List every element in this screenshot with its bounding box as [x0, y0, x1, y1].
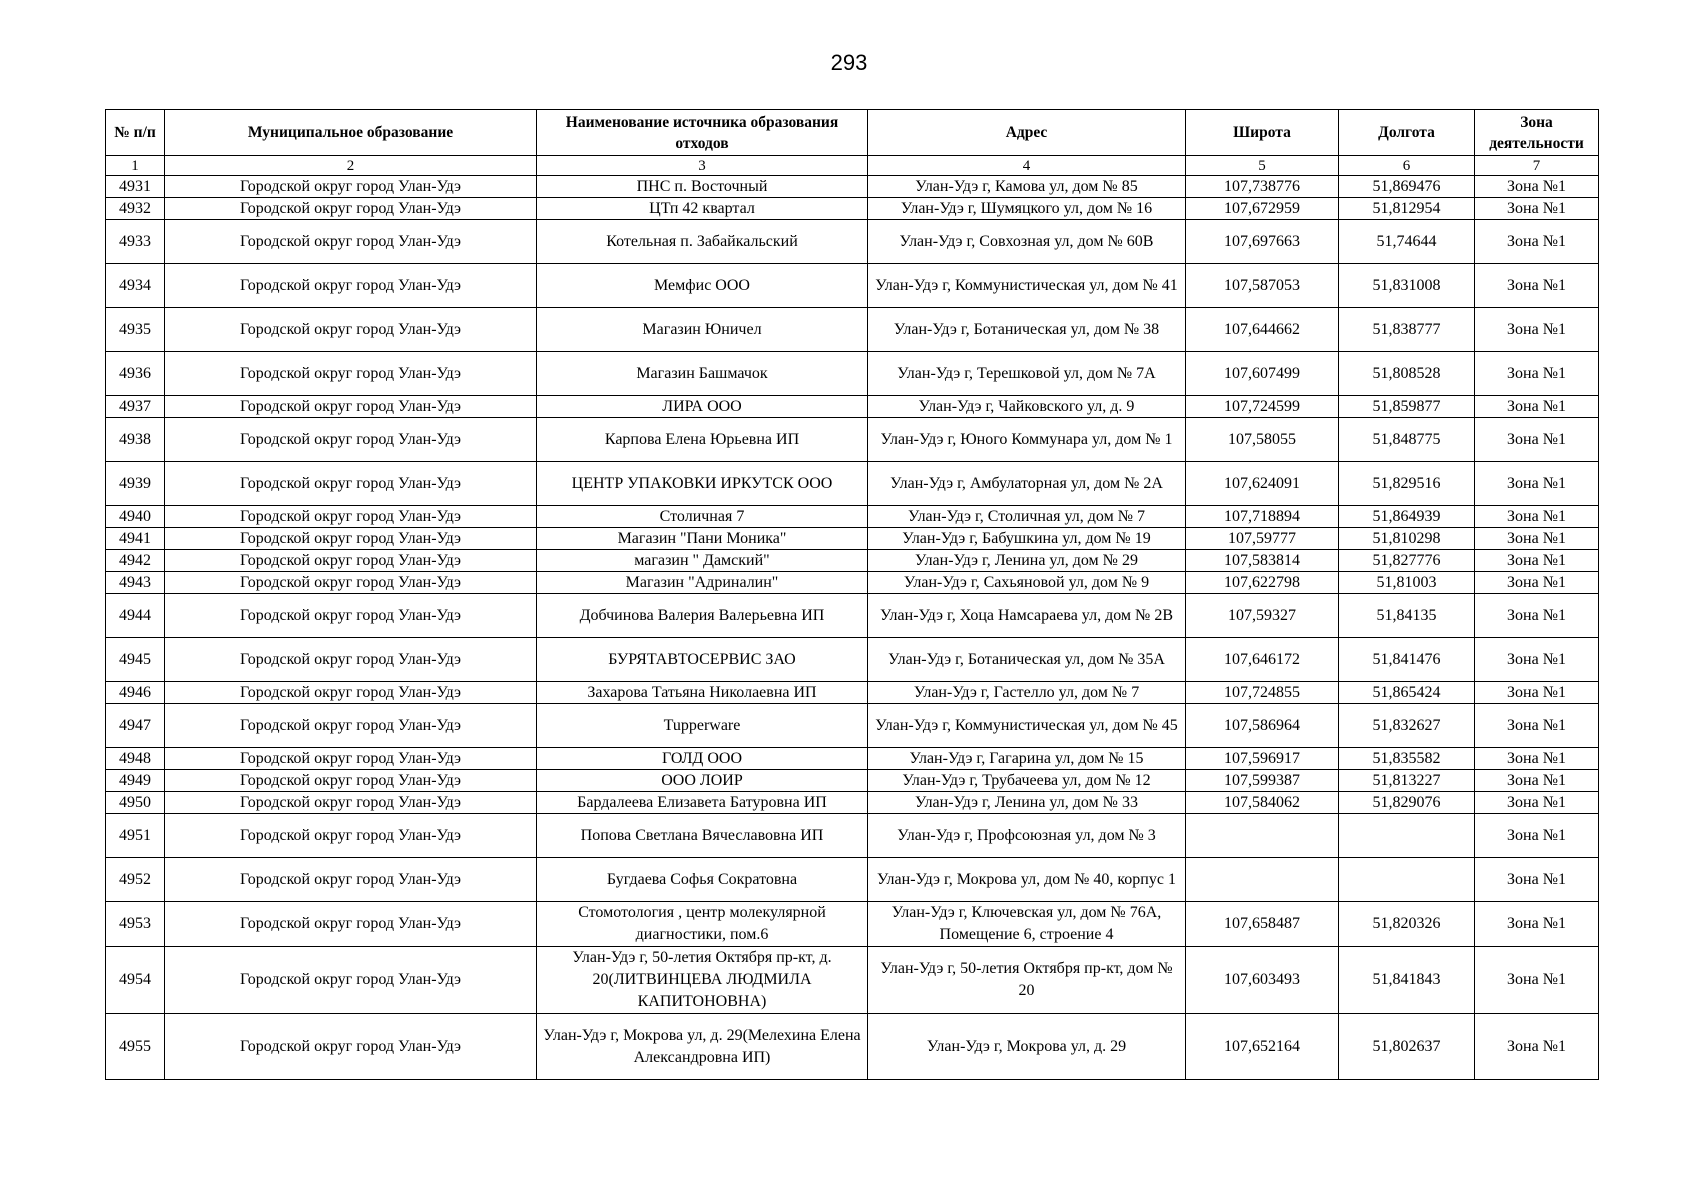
cell-number: 4933 — [106, 220, 165, 264]
cell-address: Улан-Удэ г, Ботаническая ул, дом № 35А — [868, 638, 1186, 682]
cell-municipality: Городской округ город Улан-Удэ — [165, 396, 537, 418]
table-body — [106, 176, 1599, 1080]
cell-longitude: 51,813227 — [1339, 770, 1475, 792]
cell-municipality: Городской округ город Улан-Удэ — [165, 572, 537, 594]
table-row — [106, 528, 1599, 550]
cell-latitude: 107,624091 — [1186, 462, 1339, 506]
cell-longitude: 51,841476 — [1339, 638, 1475, 682]
cell-latitude: 107,586964 — [1186, 704, 1339, 748]
cell-municipality: Городской округ город Улан-Удэ — [165, 308, 537, 352]
cell-number: 4934 — [106, 264, 165, 308]
cell-address: Улан-Удэ г, Хоца Намсараева ул, дом № 2В — [868, 594, 1186, 638]
waste-sources-table — [105, 109, 1599, 1080]
cell-latitude: 107,724855 — [1186, 682, 1339, 704]
cell-municipality: Городской округ город Улан-Удэ — [165, 748, 537, 770]
cell-latitude: 107,59777 — [1186, 528, 1339, 550]
table-row — [106, 176, 1599, 198]
cell-source: Добчинова Валерия Валерьевна ИП — [537, 594, 868, 638]
cell-zone: Зона №1 — [1475, 418, 1599, 462]
cell-longitude: 51,835582 — [1339, 748, 1475, 770]
table-row — [106, 792, 1599, 814]
cell-municipality: Городской округ город Улан-Удэ — [165, 594, 537, 638]
cell-address: Улан-Удэ г, Совхозная ул, дом № 60В — [868, 220, 1186, 264]
cell-source: Магазин Башмачок — [537, 352, 868, 396]
cell-source: Стомотология , центр молекулярной диагностики, пом.6 — [537, 902, 868, 947]
cell-zone: Зона №1 — [1475, 638, 1599, 682]
cell-source: Улан-Удэ г, 50-летия Октября пр-кт, д. 20(ЛИТВИНЦЕВА ЛЮДМИЛА КАПИТОНОВНА) — [537, 947, 868, 1014]
cell-address: Улан-Удэ г, Мокрова ул, д. 29 — [868, 1014, 1186, 1080]
cell-latitude: 107,587053 — [1186, 264, 1339, 308]
cell-longitude — [1339, 814, 1475, 858]
cell-number: 4953 — [106, 902, 165, 947]
cell-number: 4950 — [106, 792, 165, 814]
column-number: 7 — [1475, 156, 1599, 176]
cell-zone: Зона №1 — [1475, 506, 1599, 528]
cell-municipality: Городской округ город Улан-Удэ — [165, 704, 537, 748]
cell-address: Улан-Удэ г, Столичная ул, дом № 7 — [868, 506, 1186, 528]
cell-zone: Зона №1 — [1475, 176, 1599, 198]
header-row — [106, 110, 1599, 156]
cell-latitude: 107,622798 — [1186, 572, 1339, 594]
cell-municipality: Городской округ город Улан-Удэ — [165, 198, 537, 220]
cell-municipality: Городской округ город Улан-Удэ — [165, 528, 537, 550]
cell-latitude — [1186, 858, 1339, 902]
cell-longitude: 51,838777 — [1339, 308, 1475, 352]
cell-number: 4942 — [106, 550, 165, 572]
cell-zone: Зона №1 — [1475, 682, 1599, 704]
cell-latitude: 107,718894 — [1186, 506, 1339, 528]
cell-zone: Зона №1 — [1475, 572, 1599, 594]
table-row — [106, 308, 1599, 352]
cell-number: 4938 — [106, 418, 165, 462]
cell-source: магазин " Дамский" — [537, 550, 868, 572]
table-row — [106, 682, 1599, 704]
cell-latitude: 107,672959 — [1186, 198, 1339, 220]
cell-latitude: 107,724599 — [1186, 396, 1339, 418]
cell-address: Улан-Удэ г, Гастелло ул, дом № 7 — [868, 682, 1186, 704]
header-source: Наименование источника образования отходов — [537, 110, 868, 156]
cell-address: Улан-Удэ г, 50-летия Октября пр-кт, дом № 20 — [868, 947, 1186, 1014]
cell-number: 4955 — [106, 1014, 165, 1080]
cell-longitude: 51,864939 — [1339, 506, 1475, 528]
cell-municipality: Городской округ город Улан-Удэ — [165, 770, 537, 792]
cell-longitude: 51,827776 — [1339, 550, 1475, 572]
table-row — [106, 814, 1599, 858]
cell-longitude: 51,820326 — [1339, 902, 1475, 947]
cell-number: 4947 — [106, 704, 165, 748]
cell-source: ЛИРА ООО — [537, 396, 868, 418]
cell-zone: Зона №1 — [1475, 264, 1599, 308]
cell-municipality: Городской округ город Улан-Удэ — [165, 792, 537, 814]
cell-source: БУРЯТАВТОСЕРВИС ЗАО — [537, 638, 868, 682]
cell-municipality: Городской округ город Улан-Удэ — [165, 176, 537, 198]
cell-longitude: 51,841843 — [1339, 947, 1475, 1014]
cell-number: 4944 — [106, 594, 165, 638]
cell-address: Улан-Удэ г, Ленина ул, дом № 33 — [868, 792, 1186, 814]
cell-number: 4948 — [106, 748, 165, 770]
cell-longitude: 51,869476 — [1339, 176, 1475, 198]
cell-source: ГОЛД ООО — [537, 748, 868, 770]
cell-source: Захарова Татьяна Николаевна ИП — [537, 682, 868, 704]
cell-zone: Зона №1 — [1475, 220, 1599, 264]
cell-zone: Зона №1 — [1475, 947, 1599, 1014]
cell-municipality: Городской округ город Улан-Удэ — [165, 462, 537, 506]
table-row — [106, 947, 1599, 1014]
cell-latitude: 107,607499 — [1186, 352, 1339, 396]
column-number: 1 — [106, 156, 165, 176]
cell-municipality: Городской округ город Улан-Удэ — [165, 264, 537, 308]
table-row — [106, 506, 1599, 528]
cell-municipality: Городской округ город Улан-Удэ — [165, 947, 537, 1014]
cell-source: Магазин "Пани Моника" — [537, 528, 868, 550]
cell-number: 4939 — [106, 462, 165, 506]
cell-number: 4936 — [106, 352, 165, 396]
cell-municipality: Городской округ город Улан-Удэ — [165, 1014, 537, 1080]
cell-longitude: 51,810298 — [1339, 528, 1475, 550]
cell-address: Улан-Удэ г, Юного Коммунара ул, дом № 1 — [868, 418, 1186, 462]
cell-address: Улан-Удэ г, Мокрова ул, дом № 40, корпус 1 — [868, 858, 1186, 902]
cell-latitude: 107,658487 — [1186, 902, 1339, 947]
table-row — [106, 748, 1599, 770]
cell-zone: Зона №1 — [1475, 550, 1599, 572]
header-address: Адрес — [868, 110, 1186, 156]
cell-longitude: 51,848775 — [1339, 418, 1475, 462]
cell-longitude: 51,865424 — [1339, 682, 1475, 704]
table-row — [106, 264, 1599, 308]
header-municipality: Муниципальное образование — [165, 110, 537, 156]
cell-municipality: Городской округ город Улан-Удэ — [165, 638, 537, 682]
table-row — [106, 638, 1599, 682]
cell-municipality: Городской округ город Улан-Удэ — [165, 682, 537, 704]
cell-latitude: 107,603493 — [1186, 947, 1339, 1014]
cell-address: Улан-Удэ г, Ленина ул, дом № 29 — [868, 550, 1186, 572]
table-row — [106, 770, 1599, 792]
cell-municipality: Городской округ город Улан-Удэ — [165, 814, 537, 858]
cell-zone: Зона №1 — [1475, 704, 1599, 748]
cell-municipality: Городской округ город Улан-Удэ — [165, 352, 537, 396]
cell-address: Улан-Удэ г, Коммунистическая ул, дом № 45 — [868, 704, 1186, 748]
cell-zone: Зона №1 — [1475, 814, 1599, 858]
cell-latitude: 107,583814 — [1186, 550, 1339, 572]
header-number: № п/п — [106, 110, 165, 156]
cell-latitude — [1186, 814, 1339, 858]
cell-source: ЦТп 42 квартал — [537, 198, 868, 220]
cell-number: 4943 — [106, 572, 165, 594]
cell-address: Улан-Удэ г, Чайковского ул, д. 9 — [868, 396, 1186, 418]
cell-latitude: 107,599387 — [1186, 770, 1339, 792]
cell-source: ЦЕНТР УПАКОВКИ ИРКУТСК ООО — [537, 462, 868, 506]
cell-address: Улан-Удэ г, Сахьяновой ул, дом № 9 — [868, 572, 1186, 594]
cell-municipality: Городской округ город Улан-Удэ — [165, 506, 537, 528]
cell-latitude: 107,738776 — [1186, 176, 1339, 198]
cell-latitude: 107,596917 — [1186, 748, 1339, 770]
cell-latitude: 107,58055 — [1186, 418, 1339, 462]
cell-longitude: 51,802637 — [1339, 1014, 1475, 1080]
cell-latitude: 107,59327 — [1186, 594, 1339, 638]
cell-address: Улан-Удэ г, Амбулаторная ул, дом № 2А — [868, 462, 1186, 506]
cell-source: Попова Светлана Вячеславовна ИП — [537, 814, 868, 858]
cell-source: Улан-Удэ г, Мокрова ул, д. 29(Мелехина Елена Александровна ИП) — [537, 1014, 868, 1080]
table-row — [106, 550, 1599, 572]
cell-address: Улан-Удэ г, Ключевская ул, дом № 76А, Помещение 6, строение 4 — [868, 902, 1186, 947]
cell-zone: Зона №1 — [1475, 792, 1599, 814]
cell-latitude: 107,584062 — [1186, 792, 1339, 814]
cell-zone: Зона №1 — [1475, 352, 1599, 396]
cell-latitude: 107,652164 — [1186, 1014, 1339, 1080]
cell-address: Улан-Удэ г, Шумяцкого ул, дом № 16 — [868, 198, 1186, 220]
cell-longitude: 51,832627 — [1339, 704, 1475, 748]
column-number: 3 — [537, 156, 868, 176]
column-number: 2 — [165, 156, 537, 176]
cell-address: Улан-Удэ г, Трубачеева ул, дом № 12 — [868, 770, 1186, 792]
cell-source: Бугдаева Софья Сократовна — [537, 858, 868, 902]
table-row — [106, 418, 1599, 462]
cell-address: Улан-Удэ г, Камова ул, дом № 85 — [868, 176, 1186, 198]
cell-municipality: Городской округ город Улан-Удэ — [165, 220, 537, 264]
cell-source: ООО ЛОИР — [537, 770, 868, 792]
cell-number: 4935 — [106, 308, 165, 352]
column-number: 4 — [868, 156, 1186, 176]
column-number: 6 — [1339, 156, 1475, 176]
cell-zone: Зона №1 — [1475, 528, 1599, 550]
table-row — [106, 462, 1599, 506]
column-number-row — [106, 156, 1599, 176]
cell-number: 4941 — [106, 528, 165, 550]
table-row — [106, 594, 1599, 638]
table-row — [106, 704, 1599, 748]
cell-address: Улан-Удэ г, Терешковой ул, дом № 7А — [868, 352, 1186, 396]
cell-zone: Зона №1 — [1475, 396, 1599, 418]
cell-latitude: 107,644662 — [1186, 308, 1339, 352]
cell-municipality: Городской округ город Улан-Удэ — [165, 550, 537, 572]
cell-longitude: 51,859877 — [1339, 396, 1475, 418]
cell-zone: Зона №1 — [1475, 858, 1599, 902]
cell-source: Магазин "Адриналин" — [537, 572, 868, 594]
page-number: 293 — [830, 50, 868, 75]
table-row — [106, 572, 1599, 594]
cell-latitude: 107,646172 — [1186, 638, 1339, 682]
cell-source: Котельная п. Забайкальский — [537, 220, 868, 264]
cell-zone: Зона №1 — [1475, 902, 1599, 947]
cell-longitude: 51,829076 — [1339, 792, 1475, 814]
cell-source: ПНС п. Восточный — [537, 176, 868, 198]
cell-municipality: Городской округ город Улан-Удэ — [165, 418, 537, 462]
cell-source: Мемфис ООО — [537, 264, 868, 308]
cell-zone: Зона №1 — [1475, 594, 1599, 638]
cell-zone: Зона №1 — [1475, 462, 1599, 506]
cell-zone: Зона №1 — [1475, 308, 1599, 352]
cell-source: Tupperware — [537, 704, 868, 748]
cell-municipality: Городской округ город Улан-Удэ — [165, 902, 537, 947]
table-row — [106, 902, 1599, 947]
cell-longitude: 51,84135 — [1339, 594, 1475, 638]
header-latitude: Широта — [1186, 110, 1339, 156]
header-zone: Зона деятельности — [1475, 110, 1599, 156]
cell-address: Улан-Удэ г, Коммунистическая ул, дом № 41 — [868, 264, 1186, 308]
table-row — [106, 220, 1599, 264]
cell-number: 4949 — [106, 770, 165, 792]
cell-source: Магазин Юничел — [537, 308, 868, 352]
cell-number: 4945 — [106, 638, 165, 682]
cell-address: Улан-Удэ г, Профсоюзная ул, дом № 3 — [868, 814, 1186, 858]
cell-number: 4940 — [106, 506, 165, 528]
cell-number: 4952 — [106, 858, 165, 902]
cell-latitude: 107,697663 — [1186, 220, 1339, 264]
cell-source: Столичная 7 — [537, 506, 868, 528]
cell-address: Улан-Удэ г, Ботаническая ул, дом № 38 — [868, 308, 1186, 352]
cell-zone: Зона №1 — [1475, 748, 1599, 770]
cell-zone: Зона №1 — [1475, 1014, 1599, 1080]
cell-longitude: 51,808528 — [1339, 352, 1475, 396]
table-row — [106, 858, 1599, 902]
cell-municipality: Городской округ город Улан-Удэ — [165, 858, 537, 902]
cell-number: 4931 — [106, 176, 165, 198]
table-row — [106, 198, 1599, 220]
cell-address: Улан-Удэ г, Гагарина ул, дом № 15 — [868, 748, 1186, 770]
cell-number: 4937 — [106, 396, 165, 418]
cell-number: 4932 — [106, 198, 165, 220]
cell-zone: Зона №1 — [1475, 198, 1599, 220]
cell-longitude: 51,81003 — [1339, 572, 1475, 594]
cell-longitude: 51,829516 — [1339, 462, 1475, 506]
cell-longitude: 51,74644 — [1339, 220, 1475, 264]
header-longitude: Долгота — [1339, 110, 1475, 156]
cell-source: Карпова Елена Юрьевна ИП — [537, 418, 868, 462]
table-row — [106, 352, 1599, 396]
cell-address: Улан-Удэ г, Бабушкина ул, дом № 19 — [868, 528, 1186, 550]
cell-longitude: 51,831008 — [1339, 264, 1475, 308]
cell-source: Бардалеева Елизавета Батуровна ИП — [537, 792, 868, 814]
cell-longitude — [1339, 858, 1475, 902]
cell-number: 4946 — [106, 682, 165, 704]
table-row — [106, 396, 1599, 418]
cell-number: 4954 — [106, 947, 165, 1014]
cell-longitude: 51,812954 — [1339, 198, 1475, 220]
cell-zone: Зона №1 — [1475, 770, 1599, 792]
column-number: 5 — [1186, 156, 1339, 176]
cell-number: 4951 — [106, 814, 165, 858]
table-row — [106, 1014, 1599, 1080]
